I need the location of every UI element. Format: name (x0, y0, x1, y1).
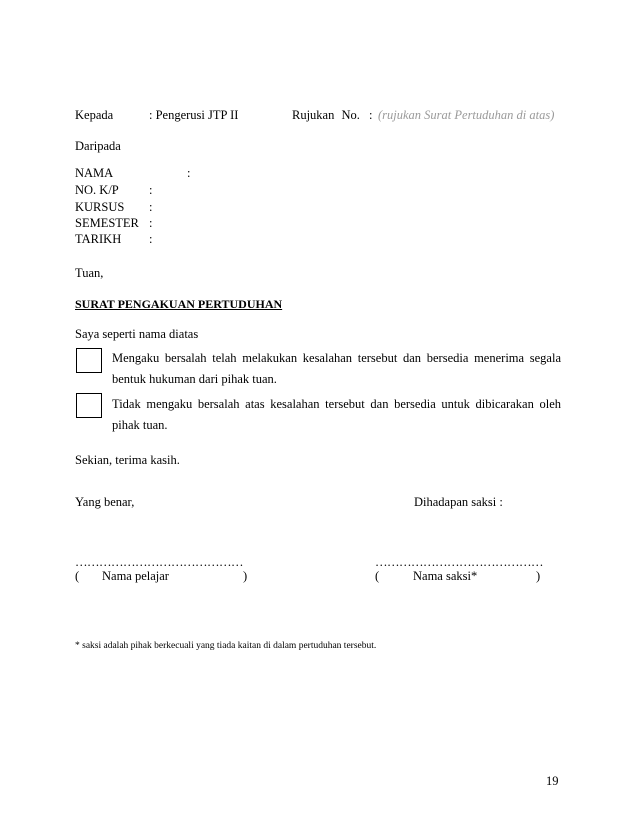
signature-line-witness: …………………………………… (375, 555, 543, 569)
field-semester-label: SEMESTER (75, 216, 139, 230)
witness-name-label: Nama saksi* (413, 569, 478, 583)
kepada-label: Kepada (75, 108, 114, 122)
rujukan-colon: : (369, 108, 373, 122)
student-paren-close: ) (243, 569, 248, 583)
field-kursus-colon: : (149, 200, 153, 214)
field-semester-colon: : (149, 216, 153, 230)
intro-text: Saya seperti nama diatas (75, 327, 199, 341)
page-number: 19 (546, 774, 559, 788)
signature-line-student: …………………………………… (75, 555, 243, 569)
letter-heading: SURAT PENGAKUAN PERTUDUHAN (75, 297, 283, 311)
student-paren-open: ( (75, 569, 80, 583)
field-tarikh-label: TARIKH (75, 232, 122, 246)
rujukan-value: (rujukan Surat Pertuduhan di atas) (378, 108, 555, 122)
daripada-label: Daripada (75, 139, 121, 153)
option-accept-text: Mengaku bersalah telah melakukan kesalahan tersebut dan bersedia menerima segala bentuk hukuman dari pihak tuan. (112, 351, 561, 386)
witness-paren-open: ( (375, 569, 380, 583)
salutation: Tuan, (75, 266, 104, 280)
footnote: * saksi adalah pihak berkecuali yang tiada kaitan di dalam pertuduhan tersebut. (75, 641, 377, 651)
student-name-label: Nama pelajar (102, 569, 169, 583)
field-nama-label: NAMA (75, 166, 114, 180)
field-tarikh-colon: : (149, 232, 153, 246)
signoff-left: Yang benar, (75, 495, 135, 509)
option-deny-checkbox[interactable] (76, 393, 102, 418)
field-nama-colon: : (187, 166, 191, 180)
field-nokp-label: NO. K/P (75, 183, 119, 197)
kepada-value: : Pengerusi JTP II (149, 108, 239, 122)
closing-text: Sekian, terima kasih. (75, 453, 180, 467)
option-deny-text: Tidak mengaku bersalah atas kesalahan tersebut dan bersedia untuk dibicarakan oleh pihak tuan. (112, 397, 561, 432)
field-nokp-colon: : (149, 183, 153, 197)
field-kursus-label: KURSUS (75, 200, 125, 214)
option-accept-checkbox[interactable] (76, 348, 102, 373)
rujukan-label: Rujukan No. (292, 108, 360, 122)
witness-paren-close: ) (536, 569, 541, 583)
signoff-right: Dihadapan saksi : (414, 495, 503, 509)
